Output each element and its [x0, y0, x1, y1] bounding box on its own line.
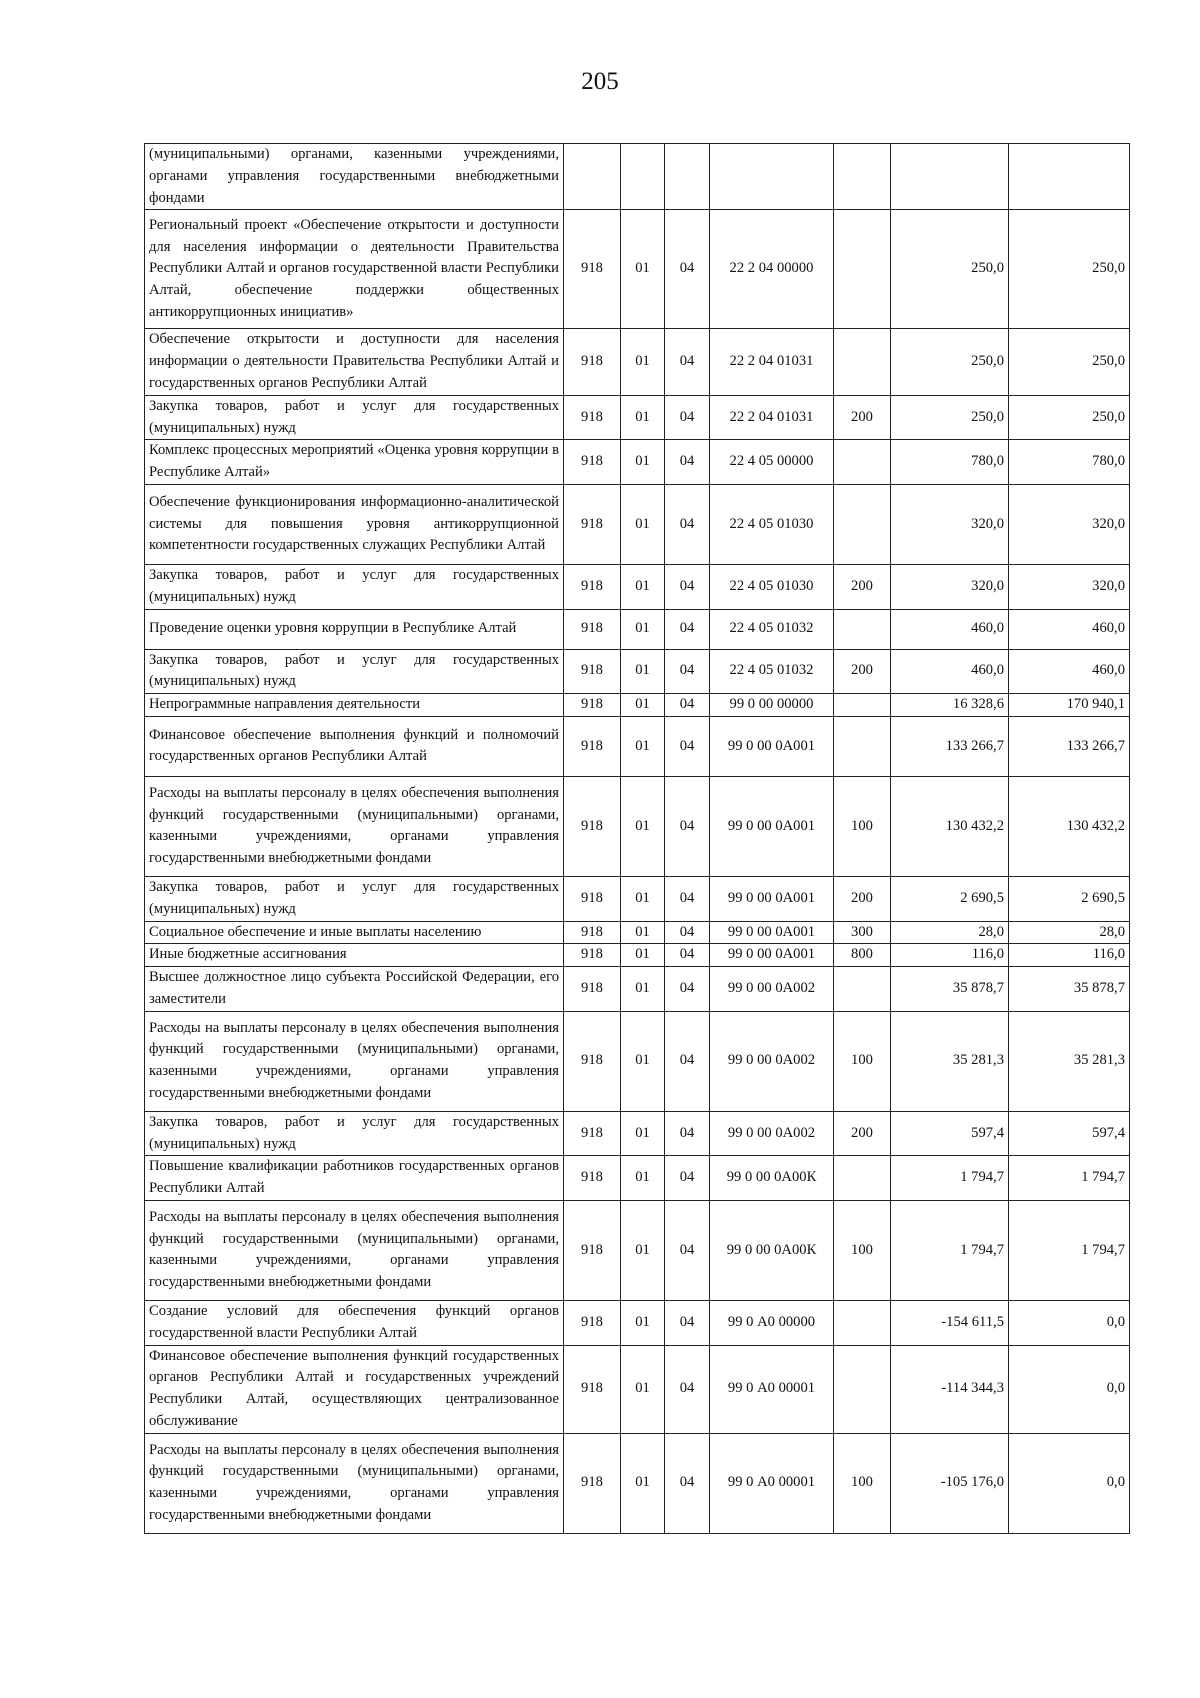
row-name: Создание условий для обеспечения функций органов государственной власти Республики Алтай [145, 1300, 564, 1345]
grbs-code: 918 [564, 484, 621, 564]
row-name: Иные бюджетные ассигнования [145, 944, 564, 967]
target-article-code: 99 0 00 0А001 [710, 716, 834, 776]
target-article-code: 99 0 00 0А001 [710, 944, 834, 967]
amount-year-1: 130 432,2 [891, 776, 1009, 876]
subsection-code: 04 [665, 1200, 710, 1300]
target-article-code: 22 4 05 01032 [710, 609, 834, 649]
row-name: Закупка товаров, работ и услуг для государственных (муниципальных) нужд [145, 876, 564, 921]
amount-year-1: 780,0 [891, 440, 1009, 485]
amount-year-2: 35 281,3 [1009, 1011, 1130, 1111]
subsection-code [665, 144, 710, 210]
grbs-code: 918 [564, 1156, 621, 1201]
target-article-code: 99 0 00 0А00К [710, 1200, 834, 1300]
subsection-code: 04 [665, 1111, 710, 1156]
section-code: 01 [621, 921, 665, 944]
amount-year-2: 250,0 [1009, 395, 1130, 440]
target-article-code: 99 0 00 0А001 [710, 876, 834, 921]
section-code: 01 [621, 210, 665, 329]
expense-type-code [834, 694, 891, 717]
target-article-code: 99 0 А0 00000 [710, 1300, 834, 1345]
amount-year-1: 320,0 [891, 564, 1009, 609]
amount-year-1: 16 328,6 [891, 694, 1009, 717]
amount-year-1: 2 690,5 [891, 876, 1009, 921]
section-code: 01 [621, 1011, 665, 1111]
row-name: Повышение квалификации работников государственных органов Республики Алтай [145, 1156, 564, 1201]
grbs-code: 918 [564, 1345, 621, 1433]
amount-year-2: 0,0 [1009, 1300, 1130, 1345]
row-name: Закупка товаров, работ и услуг для государственных (муниципальных) нужд [145, 649, 564, 694]
amount-year-2: 320,0 [1009, 484, 1130, 564]
section-code: 01 [621, 716, 665, 776]
target-article-code: 99 0 А0 00001 [710, 1345, 834, 1433]
amount-year-2: 1 794,7 [1009, 1156, 1130, 1201]
expense-type-code: 800 [834, 944, 891, 967]
amount-year-2: 320,0 [1009, 564, 1130, 609]
subsection-code: 04 [665, 329, 710, 395]
amount-year-2: 780,0 [1009, 440, 1130, 485]
subsection-code: 04 [665, 484, 710, 564]
section-code: 01 [621, 329, 665, 395]
amount-year-2: 130 432,2 [1009, 776, 1130, 876]
row-name: Расходы на выплаты персоналу в целях обеспечения выполнения функций государственными (муниципальными) органами, казенными учреждениями, органами управления государственными внебюджетными фондами [145, 1200, 564, 1300]
target-article-code [710, 144, 834, 210]
section-code: 01 [621, 484, 665, 564]
grbs-code: 918 [564, 1433, 621, 1533]
row-name: Обеспечение открытости и доступности для населения информации о деятельности Правительства Республики Алтай и государственных органов Республики Алтай [145, 329, 564, 395]
expense-type-code: 200 [834, 649, 891, 694]
table-row [145, 564, 1130, 609]
subsection-code: 04 [665, 1011, 710, 1111]
subsection-code: 04 [665, 876, 710, 921]
grbs-code: 918 [564, 967, 621, 1012]
row-name: Расходы на выплаты персоналу в целях обеспечения выполнения функций государственными (муниципальными) органами, казенными учреждениями, органами управления государственными внебюджетными фондами [145, 1011, 564, 1111]
table-row [145, 967, 1130, 1012]
grbs-code: 918 [564, 1200, 621, 1300]
grbs-code: 918 [564, 440, 621, 485]
amount-year-2: 35 878,7 [1009, 967, 1130, 1012]
expense-type-code: 200 [834, 395, 891, 440]
section-code: 01 [621, 967, 665, 1012]
table-row [145, 144, 1130, 210]
table-row [145, 1156, 1130, 1201]
expense-type-code: 100 [834, 1011, 891, 1111]
subsection-code: 04 [665, 395, 710, 440]
target-article-code: 99 0 00 00000 [710, 694, 834, 717]
amount-year-2: 2 690,5 [1009, 876, 1130, 921]
table-row [145, 1345, 1130, 1433]
section-code: 01 [621, 1156, 665, 1201]
amount-year-2: 1 794,7 [1009, 1200, 1130, 1300]
amount-year-1: 460,0 [891, 649, 1009, 694]
expense-type-code: 100 [834, 776, 891, 876]
subsection-code: 04 [665, 609, 710, 649]
table-row [145, 210, 1130, 329]
budget-table [144, 143, 1130, 1534]
expense-type-code [834, 440, 891, 485]
row-name: Региональный проект «Обеспечение открытости и доступности для населения информации о деятельности Правительства Республики Алтай и органов государственной власти Республики Алтай, обеспечение поддержки общественных антикоррупционных инициатив» [145, 210, 564, 329]
subsection-code: 04 [665, 1345, 710, 1433]
expense-type-code: 100 [834, 1433, 891, 1533]
section-code: 01 [621, 564, 665, 609]
table-row [145, 395, 1130, 440]
table-row [145, 921, 1130, 944]
expense-type-code [834, 1300, 891, 1345]
grbs-code: 918 [564, 921, 621, 944]
expense-type-code [834, 967, 891, 1012]
section-code: 01 [621, 776, 665, 876]
grbs-code: 918 [564, 395, 621, 440]
target-article-code: 22 4 05 01032 [710, 649, 834, 694]
grbs-code: 918 [564, 1300, 621, 1345]
section-code: 01 [621, 1345, 665, 1433]
section-code: 01 [621, 1111, 665, 1156]
expense-type-code [834, 609, 891, 649]
row-name: Закупка товаров, работ и услуг для государственных (муниципальных) нужд [145, 1111, 564, 1156]
row-name: (муниципальными) органами, казенными учреждениями, органами управления государственными внебюджетными фондами [145, 144, 564, 210]
amount-year-1: 116,0 [891, 944, 1009, 967]
row-name: Комплекс процессных мероприятий «Оценка уровня коррупции в Республике Алтай» [145, 440, 564, 485]
target-article-code: 22 4 05 00000 [710, 440, 834, 485]
section-code: 01 [621, 609, 665, 649]
amount-year-2: 250,0 [1009, 210, 1130, 329]
table-row [145, 440, 1130, 485]
table-row [145, 1433, 1130, 1533]
amount-year-1: 250,0 [891, 210, 1009, 329]
section-code: 01 [621, 1300, 665, 1345]
grbs-code: 918 [564, 776, 621, 876]
section-code [621, 144, 665, 210]
target-article-code: 99 0 00 0А001 [710, 921, 834, 944]
row-name: Закупка товаров, работ и услуг для государственных (муниципальных) нужд [145, 564, 564, 609]
grbs-code: 918 [564, 564, 621, 609]
table-row [145, 1200, 1130, 1300]
subsection-code: 04 [665, 1156, 710, 1201]
amount-year-1: 133 266,7 [891, 716, 1009, 776]
row-name: Обеспечение функционирования информационно-аналитической системы для повышения уровня антикоррупционной компетентности государственных служащих Республики Алтай [145, 484, 564, 564]
expense-type-code [834, 1156, 891, 1201]
grbs-code: 918 [564, 716, 621, 776]
grbs-code: 918 [564, 329, 621, 395]
table-row [145, 1111, 1130, 1156]
expense-type-code: 200 [834, 876, 891, 921]
row-name: Социальное обеспечение и иные выплаты населению [145, 921, 564, 944]
table-row [145, 1011, 1130, 1111]
target-article-code: 99 0 00 0А002 [710, 967, 834, 1012]
amount-year-1: -154 611,5 [891, 1300, 1009, 1345]
row-name: Непрограммные направления деятельности [145, 694, 564, 717]
amount-year-1: -114 344,3 [891, 1345, 1009, 1433]
expense-type-code [834, 144, 891, 210]
section-code: 01 [621, 1433, 665, 1533]
amount-year-1: 35 878,7 [891, 967, 1009, 1012]
amount-year-1: 320,0 [891, 484, 1009, 564]
expense-type-code [834, 716, 891, 776]
amount-year-2: 0,0 [1009, 1433, 1130, 1533]
section-code: 01 [621, 440, 665, 485]
table-row [145, 876, 1130, 921]
row-name: Высшее должностное лицо субъекта Российской Федерации, его заместители [145, 967, 564, 1012]
subsection-code: 04 [665, 1433, 710, 1533]
amount-year-2: 250,0 [1009, 329, 1130, 395]
section-code: 01 [621, 876, 665, 921]
amount-year-2: 170 940,1 [1009, 694, 1130, 717]
row-name: Проведение оценки уровня коррупции в Республике Алтай [145, 609, 564, 649]
subsection-code: 04 [665, 921, 710, 944]
section-code: 01 [621, 649, 665, 694]
expense-type-code [834, 484, 891, 564]
row-name: Расходы на выплаты персоналу в целях обеспечения выполнения функций государственными (муниципальными) органами, казенными учреждениями, органами управления государственными внебюджетными фондами [145, 776, 564, 876]
amount-year-1: 460,0 [891, 609, 1009, 649]
target-article-code: 22 4 05 01030 [710, 484, 834, 564]
amount-year-2 [1009, 144, 1130, 210]
table-row [145, 609, 1130, 649]
amount-year-2: 0,0 [1009, 1345, 1130, 1433]
subsection-code: 04 [665, 776, 710, 876]
row-name: Расходы на выплаты персоналу в целях обеспечения выполнения функций государственными (муниципальными) органами, казенными учреждениями, органами управления государственными внебюджетными фондами [145, 1433, 564, 1533]
expense-type-code [834, 210, 891, 329]
section-code: 01 [621, 944, 665, 967]
grbs-code: 918 [564, 1011, 621, 1111]
amount-year-1 [891, 144, 1009, 210]
expense-type-code: 100 [834, 1200, 891, 1300]
row-name: Финансовое обеспечение выполнения функций государственных органов Республики Алтай и государственных учреждений Республики Алтай, осуществляющих централизованное обслуживание [145, 1345, 564, 1433]
amount-year-2: 133 266,7 [1009, 716, 1130, 776]
subsection-code: 04 [665, 944, 710, 967]
amount-year-2: 116,0 [1009, 944, 1130, 967]
table-row [145, 944, 1130, 967]
expense-type-code: 300 [834, 921, 891, 944]
row-name: Финансовое обеспечение выполнения функций и полномочий государственных органов Республики Алтай [145, 716, 564, 776]
subsection-code: 04 [665, 1300, 710, 1345]
section-code: 01 [621, 1200, 665, 1300]
grbs-code: 918 [564, 694, 621, 717]
grbs-code: 918 [564, 944, 621, 967]
table-row [145, 776, 1130, 876]
amount-year-2: 28,0 [1009, 921, 1130, 944]
amount-year-1: 28,0 [891, 921, 1009, 944]
target-article-code: 99 0 А0 00001 [710, 1433, 834, 1533]
subsection-code: 04 [665, 564, 710, 609]
expense-type-code: 200 [834, 564, 891, 609]
target-article-code: 99 0 00 0А002 [710, 1111, 834, 1156]
table-row [145, 716, 1130, 776]
target-article-code: 99 0 00 0А001 [710, 776, 834, 876]
amount-year-1: 250,0 [891, 329, 1009, 395]
table-row [145, 649, 1130, 694]
section-code: 01 [621, 395, 665, 440]
subsection-code: 04 [665, 649, 710, 694]
amount-year-1: 35 281,3 [891, 1011, 1009, 1111]
grbs-code: 918 [564, 1111, 621, 1156]
grbs-code: 918 [564, 876, 621, 921]
target-article-code: 99 0 00 0А00К [710, 1156, 834, 1201]
table-row [145, 484, 1130, 564]
amount-year-1: 250,0 [891, 395, 1009, 440]
expense-type-code: 200 [834, 1111, 891, 1156]
subsection-code: 04 [665, 440, 710, 485]
expense-type-code [834, 1345, 891, 1433]
subsection-code: 04 [665, 967, 710, 1012]
grbs-code: 918 [564, 210, 621, 329]
grbs-code: 918 [564, 609, 621, 649]
target-article-code: 22 2 04 01031 [710, 329, 834, 395]
target-article-code: 99 0 00 0А002 [710, 1011, 834, 1111]
target-article-code: 22 4 05 01030 [710, 564, 834, 609]
subsection-code: 04 [665, 694, 710, 717]
amount-year-2: 597,4 [1009, 1111, 1130, 1156]
amount-year-2: 460,0 [1009, 649, 1130, 694]
grbs-code: 918 [564, 649, 621, 694]
page-number: 205 [581, 68, 619, 95]
subsection-code: 04 [665, 210, 710, 329]
row-name: Закупка товаров, работ и услуг для государственных (муниципальных) нужд [145, 395, 564, 440]
table-row [145, 329, 1130, 395]
grbs-code [564, 144, 621, 210]
section-code: 01 [621, 694, 665, 717]
amount-year-1: 1 794,7 [891, 1200, 1009, 1300]
expense-type-code [834, 329, 891, 395]
amount-year-1: 1 794,7 [891, 1156, 1009, 1201]
subsection-code: 04 [665, 716, 710, 776]
target-article-code: 22 2 04 01031 [710, 395, 834, 440]
amount-year-1: -105 176,0 [891, 1433, 1009, 1533]
amount-year-2: 460,0 [1009, 609, 1130, 649]
target-article-code: 22 2 04 00000 [710, 210, 834, 329]
amount-year-1: 597,4 [891, 1111, 1009, 1156]
table-row [145, 1300, 1130, 1345]
table-row [145, 694, 1130, 717]
